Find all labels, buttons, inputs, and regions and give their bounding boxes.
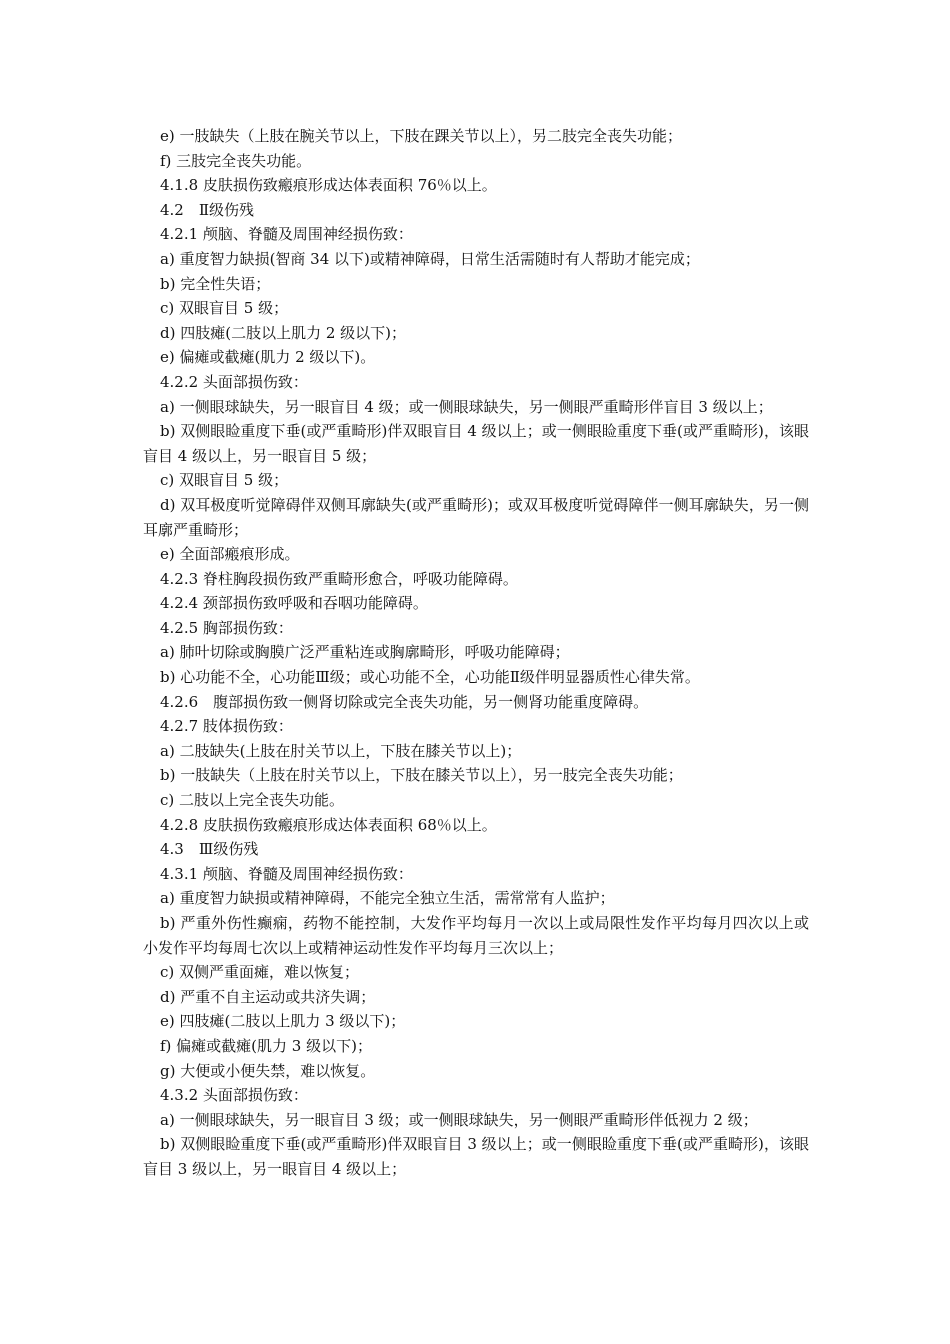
text-line: 4.3.2 头面部损伤致： [160, 1086, 308, 1105]
document-body [143, 124, 809, 1182]
text-line: 4.2.8 皮肤损伤致瘢痕形成达体表面积 68％以上。 [160, 815, 497, 834]
text-line: b) 双侧眼睑重度下垂(或严重畸形)伴双眼盲目 4 级以上；或一侧眼睑重度下垂(或严重畸形)，该眼盲目 4 级以上，另一眼盲目 5 级； [143, 422, 809, 465]
text-line: 4.3.1 颅脑、脊髓及周围神经损伤致： [160, 864, 413, 883]
text-line: 4.2.3 脊柱胸段损伤致严重畸形愈合，呼吸功能障碍。 [160, 569, 518, 588]
text-line: a) 肺叶切除或胸膜广泛严重粘连或胸廓畸形，呼吸功能障碍； [160, 643, 570, 662]
text-line: e) 四肢瘫(二肢以上肌力 3 级以下)； [160, 1012, 406, 1031]
text-line: 4.3 Ⅲ级伤残 [160, 840, 259, 859]
text-line: d) 四肢瘫(二肢以上肌力 2 级以下)； [160, 323, 407, 342]
text-line: b) 双侧眼睑重度下垂(或严重畸形)伴双眼盲目 3 级以上；或一侧眼睑重度下垂(或严重畸形)，该眼盲目 3 级以上，另一眼盲目 4 级以上； [143, 1135, 809, 1178]
text-line: d) 双耳极度听觉障碍伴双侧耳廓缺失(或严重畸形)；或双耳极度听觉碍障伴一侧耳廓缺失，另一侧耳廓严重畸形； [143, 495, 809, 539]
text-line: a) 重度智力缺损或精神障碍，不能完全独立生活，需常常有人监护； [160, 889, 615, 908]
text-line: d) 严重不自主运动或共济失调； [160, 987, 376, 1006]
text-line: b) 一肢缺失（上肢在肘关节以上，下肢在膝关节以上），另一肢完全丧失功能； [160, 766, 683, 785]
text-line: b) 完全性失语； [160, 274, 271, 293]
text-line: 4.2.6 腹部损伤致一侧肾切除或完全丧失功能，另一侧肾功能重度障碍。 [160, 692, 649, 711]
text-line: a) 一侧眼球缺失，另一眼盲目 4 级；或一侧眼球缺失，另一侧眼严重畸形伴盲目 3 级以上； [160, 397, 773, 416]
text-line: a) 二肢缺失(上肢在肘关节以上，下肢在膝关节以上)； [160, 741, 522, 760]
text-line: f) 三肢完全丧失功能。 [160, 151, 312, 170]
text-line: a) 一侧眼球缺失，另一眼盲目 3 级；或一侧眼球缺失，另一侧眼严重畸形伴低视力 2 级； [160, 1110, 758, 1129]
text-line: e) 一肢缺失（上肢在腕关节以上，下肢在踝关节以上），另二肢完全丧失功能； [160, 127, 683, 145]
text-line: f) 偏瘫或截瘫(肌力 3 级以下)； [160, 1036, 372, 1055]
text-line: 4.1.8 皮肤损伤致瘢痕形成达体表面积 76％以上。 [160, 176, 497, 195]
text-line: c) 双眼盲目 5 级； [160, 299, 289, 318]
text-line: e) 偏瘫或截瘫(肌力 2 级以下)。 [160, 348, 376, 367]
text-line: 4.2.5 胸部损伤致： [160, 618, 293, 637]
text-line: 4.2.1 颅脑、脊髓及周围神经损伤致： [160, 225, 413, 244]
text-line: c) 双侧严重面瘫，难以恢复； [160, 963, 360, 982]
text-line: 4.2.2 头面部损伤致： [160, 372, 308, 391]
text-line: g) 大便或小便失禁，难以恢复。 [160, 1061, 376, 1080]
text-line: 4.2.7 肢体损伤致： [160, 717, 293, 736]
text-line: b) 严重外伤性癫痫，药物不能控制，大发作平均每月一次以上或局限性发作平均每月四次以上或小发作平均每周七次以上或精神运动性发作平均每月三次以上； [143, 914, 809, 957]
text-line: a) 重度智力缺损(智商 34 以下)或精神障碍，日常生活需随时有人帮助才能完成； [160, 249, 700, 268]
text-line: b) 心功能不全，心功能Ⅲ级；或心功能不全，心功能Ⅱ级伴明显器质性心律失常。 [160, 668, 700, 687]
text-line: c) 双眼盲目 5 级； [160, 471, 289, 490]
text-line: 4.2 Ⅱ级伤残 [160, 200, 255, 219]
text-line: c) 二肢以上完全丧失功能。 [160, 791, 345, 810]
text-line: e) 全面部瘢痕形成。 [160, 545, 300, 564]
text-line: 4.2.4 颈部损伤致呼吸和吞咽功能障碍。 [160, 594, 428, 613]
